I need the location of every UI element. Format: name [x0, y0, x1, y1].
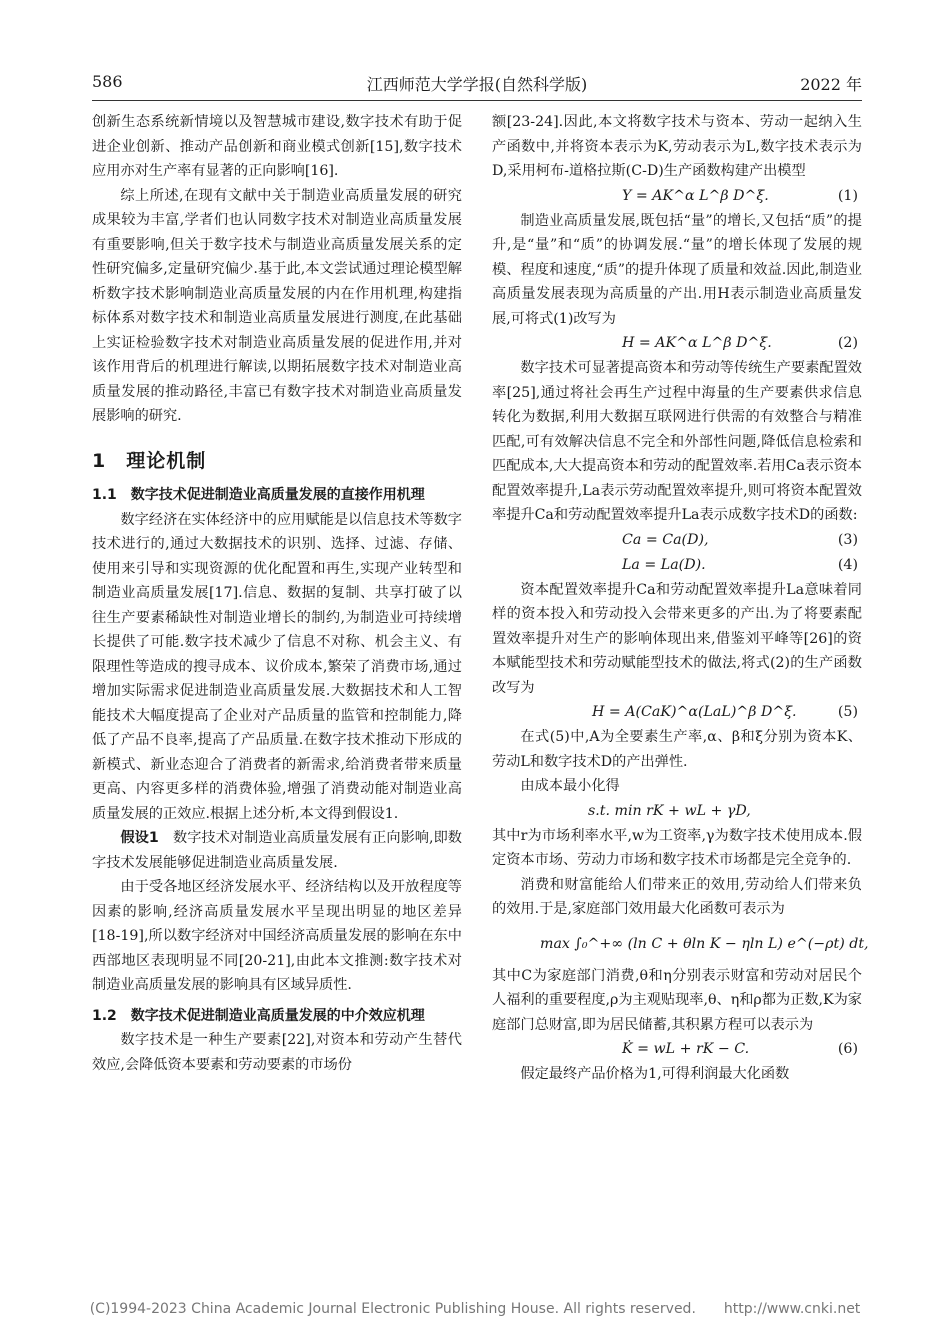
paragraph: 在式(5)中,A为全要素生产率,α、β和ξ分别为资本K、劳动L和数字技术D的产出弹性. — [492, 729, 862, 770]
page-number: 586 — [92, 72, 123, 91]
equation-expression: Y = AK^α L^β D^ξ. — [622, 187, 769, 204]
equation-expression: Ca = Ca(D), — [622, 531, 709, 548]
equation-expression: s.t. min rK + wL + γD, — [588, 802, 751, 819]
paragraph: 数字技术是一种生产要素[22],对资本和劳动产生替代效应,会降低资本要素和劳动要素的市场份 — [92, 1032, 462, 1073]
equation-expression: K̇ = wL + rK − C. — [622, 1041, 750, 1057]
paragraph: 创新生态系统新情境以及智慧城市建设,数字技术有助于促进企业创新、推动产品创新和商业模式创新[15],数字技术应用亦对生产率有显著的正向影响[16]. — [92, 114, 462, 179]
equation-number: (2) — [837, 335, 858, 351]
constraint-equation — [492, 799, 862, 824]
paragraph: 额[23-24].因此,本文将数字技术与资本、劳动一起纳入生产函数中,并将资本表示为K,劳动表示为L,数字技术表示为D,采用柯布-道格拉斯(C-D)生产函数构建产出模型 — [492, 114, 862, 179]
section-heading: 1 理论机制 — [92, 449, 207, 472]
hypothesis-text: 数字技术对制造业高质量发展有正向影响,即数字技术发展能够促进制造业高质量发展. — [92, 830, 462, 871]
paragraph: 资本配置效率提升Ca和劳动配置效率提升La意味着同样的资本投入和劳动投入会带来更多的产出.为了将要素配置效率提升对生产的影响体现出来,借鉴刘平峰等[26]的资本赋能型技术和劳动赋能型技术的做法,将式(2)的生产函数改写为 — [492, 581, 862, 696]
journal-title: 江西师范大学学报(自然科学版) — [366, 75, 588, 94]
equation-number: (4) — [837, 556, 858, 573]
paragraph: 数字经济在实体经济中的应用赋能是以信息技术等数字技术进行的,通过大数据技术的识别、选择、过滤、存储、使用来引导和实现资源的优化配置和再生,实现产业转型和制造业高质量发展[17].信息、数据的复制、共享打破了以往生产要素稀缺性对制造业增长的制约,为制造业可持续增长提供了可能.数字技术减少了信息不对称、机会主义、有限理性等造成的搜寻成本、议价成本,繁荣了消费市场,通过增加实际需求促进制造业高质量发展.大数据技术和人工智能技术大幅度提高了企业对产品质量的监管和控制能力,降低了产品不良率,提高了产品质量.在数字技术推动下形成的新模式、新业态迎合了消费者的新需求,给消费者带来质量更高、内容更多样的消费体验,增强了消费动能对制造业高质量发展的正效应.根据上述分析,本文得到假设1. — [92, 511, 462, 822]
right-column — [492, 110, 869, 1087]
equation-expression: max ∫₀^+∞ (ln C + θln K − ηln L) e^(−ρt) dt, — [540, 935, 869, 952]
equation-3 — [492, 528, 862, 553]
equation-expression: H = A(CaK)^α(LaL)^β D^ξ. — [592, 704, 797, 720]
equation-number: (1) — [837, 187, 858, 204]
subsection-heading: 1.1 数字技术促进制造业高质量发展的直接作用机理 — [92, 487, 425, 503]
hypothesis-label: 假设1 — [120, 830, 159, 846]
publication-year: 2022 年 — [800, 75, 862, 94]
subsection-heading: 1.2 数字技术促进制造业高质量发展的中介效应机理 — [92, 1007, 425, 1024]
paragraph: 综上所述,在现有文献中关于制造业高质量发展的研究成果较为丰富,学者们也认同数字技术对制造业高质量发展有重要影响,但关于数字技术与制造业高质量发展关系的定性研究偏多,定量研究偏少.基于此,本文尝试通过理论模型解析数字技术影响制造业高质量发展的内在作用机理,构建指标体系对数字技术和制造业高质量发展进行测度,在此基础上实证检验数字技术对制造业高质量发展的促进作用,并对该作用背后的机理进行解读,以期拓展数字技术对制造业高质量发展的推动路径,丰富已有数字技术对制造业高质量发展影响的研究. — [92, 187, 462, 424]
paragraph: 其中r为市场利率水平,w为工资率,γ为数字技术使用成本.假定资本市场、劳动力市场和数字技术市场都是完全竞争的. — [492, 827, 862, 868]
utility-equation — [492, 922, 869, 964]
paragraph: 假定最终产品价格为1,可得利润最大化函数 — [520, 1066, 790, 1082]
paragraph: 消费和财富能给人们带来正的效用,劳动给人们带来负的效用.于是,家庭部门效用最大化函数可表示为 — [492, 876, 862, 917]
paragraph: 制造业高质量发展,既包括“量”的增长,又包括“质”的提升,是“量”和“质”的协调发展.“量”的增长体现了发展的规模、程度和速度,“质”的提升体现了质量和效益.因此,制造业高质量发展表现为高质量的产出.用H表示制造业高质量发展,可将式(1)改写为 — [492, 212, 862, 327]
paragraph: 由成本最小化得 — [520, 778, 620, 794]
equation-6 — [492, 1037, 862, 1062]
equation-4 — [492, 553, 862, 578]
header-rule — [92, 100, 862, 101]
running-header — [92, 72, 862, 96]
paragraph: 由于受各地区经济发展水平、经济结构以及开放程度等因素的影响,经济高质量发展水平呈现出明显的地区差异[18-19],所以数字经济对中国经济高质量发展的影响在东中西部地区表现明显不同[20-21],由此本文推测:数字技术对制造业高质量发展的影响具有区域异质性. — [92, 879, 462, 993]
left-column — [92, 110, 462, 1077]
equation-expression: H = AK^α L^β D^ξ. — [622, 335, 772, 351]
hypothesis-1 — [92, 826, 462, 875]
paragraph: 数字技术可显著提高资本和劳动等传统生产要素配置效率[25],通过将社会再生产过程中海量的生产要素供求信息转化为数据,利用大数据互联网进行供需的有效整合与精准匹配,可有效解决信息不完全和外部性问题,降低信息检索和匹配成本,大大提高资本和劳动的配置效率.若用Ca表示资本配置效率提升,La表示劳动配置效率提升,则可将资本配置效率提升Ca和劳动配置效率提升La表示成数字技术D的函数: — [492, 360, 862, 523]
equation-number: (5) — [837, 704, 858, 720]
equation-5 — [492, 700, 862, 725]
equation-number: (3) — [837, 531, 858, 548]
copyright-footer: (C)1994-2023 China Academic Journal Electronic Publishing House. All rights reserved. http://www.cnki.net — [89, 1301, 861, 1317]
equation-number: (6) — [837, 1041, 858, 1057]
paragraph: 其中C为家庭部门消费,θ和η分别表示财富和劳动对居民个人福利的重要程度,ρ为主观贴现率,θ、η和ρ都为正数,K为家庭部门总财富,即为居民储蓄,其积累方程可以表示为 — [492, 967, 862, 1033]
equation-2 — [492, 331, 862, 356]
equation-expression: La = La(D). — [622, 556, 706, 573]
equation-1 — [492, 184, 862, 209]
